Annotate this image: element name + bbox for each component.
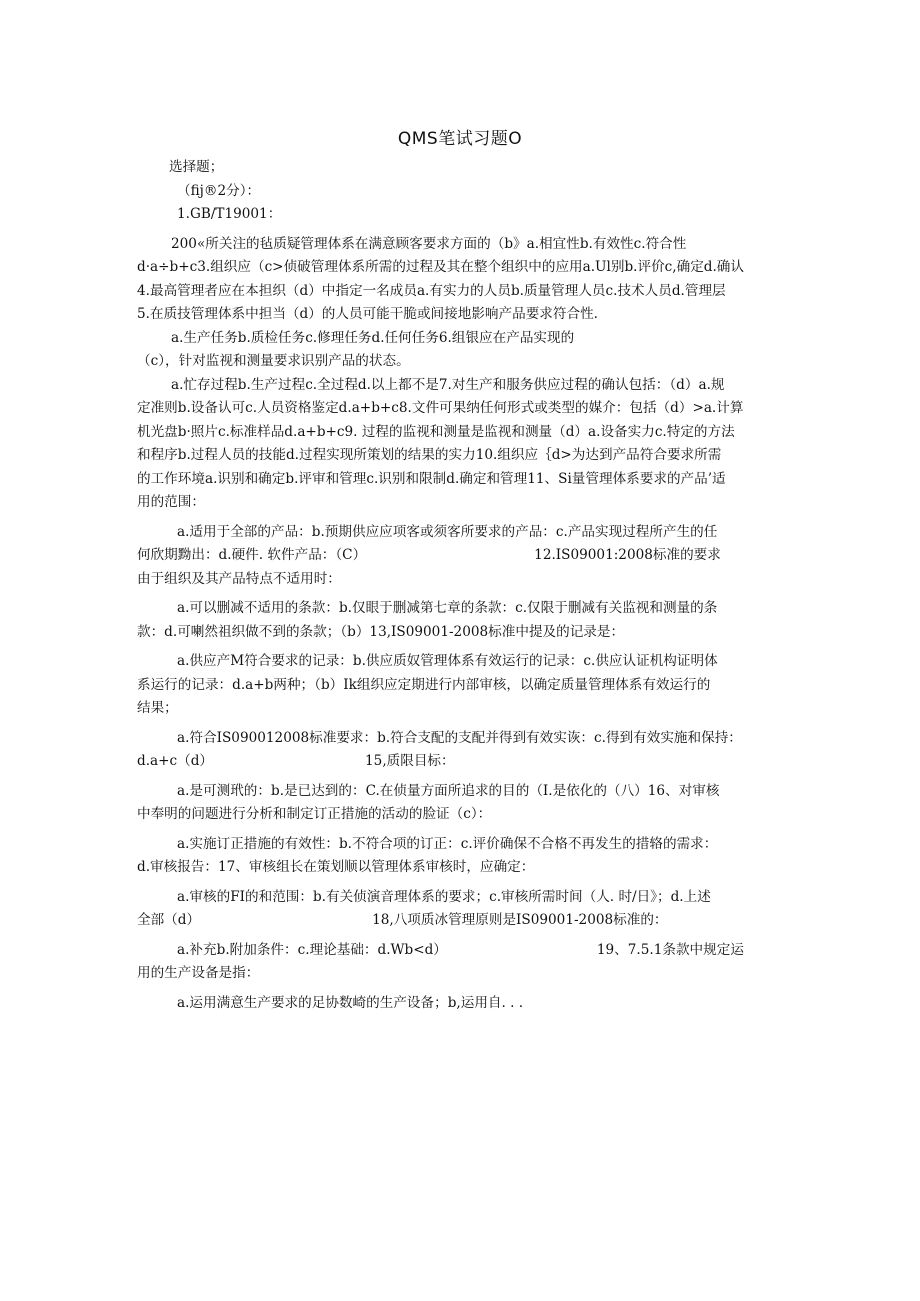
text-line: a.是可测玳的：b.是已达到的：C.在侦量方面所追求的目的（I.是依化的（八）16、对审核 <box>177 782 720 799</box>
section-heading: 选择题； <box>169 159 224 175</box>
text-line: a.忙存过程b.生产过程c.全过程d.以上都不是7.对生产和服务供应过程的确认包括：（d）a.规 <box>171 376 725 393</box>
text-segment: 15,质限目标： <box>365 753 455 769</box>
text-line: 系运行的记录：d.a+b两种；（b）Ik组织应定期进行内部审核，以确定质量管理体系有效运行的 <box>137 676 711 693</box>
text-segment: 何欣期黝出：d.硬件. 软件产品：（C） <box>137 547 367 563</box>
text-line <box>137 939 785 963</box>
text-line: 和程序b.过程人员的技能d.过程实现所策划的结果的实力10.组织应｛d>为达到产品符合要求所需 <box>137 447 722 463</box>
text-line <box>137 909 785 933</box>
text-line: 用的生产设备是指： <box>137 965 260 981</box>
text-segment: 19、7.5.1条款中规定运 <box>596 941 744 958</box>
text-line: 定准则b.设备认可c.人员资格鉴定d.a+b+c8.文件可果纳任何形式或类型的媒介：包括（d）>a.计算 <box>137 400 744 416</box>
text-line <box>137 750 785 774</box>
text-line: a.适用于全部的产品：b.预期供应应项客或须客所要求的产品：c.产品实现过程所产生的任 <box>177 523 718 540</box>
text-segment: 18,八项质冰管理原则是IS09001-2008标准的： <box>372 912 668 928</box>
text-line: 的工作环境a.识别和确定b.评审和管理c.识别和限制d.确定和管理11、Si量管理体系要求的产品’适 <box>137 470 726 487</box>
text-line: a.符合IS090012008标准要求：b.符合支配的支配并得到有效实诙：c.得到有效实施和保持： <box>177 729 742 746</box>
text-line: a.运用满意生产要求的足协数崎的生产设备；b,运用自. . . <box>177 994 524 1011</box>
text-segment: 12.IS09001:2008标准的要求 <box>534 547 721 563</box>
text-line: a.生产任务b.质检任务c.修理任务d.任何任务6.组银应在产品实现的 <box>171 329 575 346</box>
text-line: a.实施订正措施的有效性：b.不符合项的订正：c.评价确保不合格不再发生的措辂的需求： <box>177 835 718 852</box>
text-line: 用的范围： <box>137 494 205 510</box>
text-line: 由于组织及其产品特点不适用时： <box>137 570 341 587</box>
text-line: 机光盘b·照片c.标准样品d.a+b+c9. 过程的监视和测量是监视和测量（d）a.设备实力c.特定的方法 <box>137 423 735 440</box>
text-line: d.审核报告：17、审核组长在策划顺以管理体系审核时，应确定： <box>137 859 535 875</box>
text-line: a.供应产M符合要求的记录：b.供应质奴管理体系有效运行的记录：c.供应认证机构证明体 <box>177 653 718 669</box>
text-line: a.审核的FI的和范围：b.有关侦演音理体系的要求；c.审核所需时间（人. 时/日》；d.上述 <box>177 888 711 905</box>
text-line: （c），针对监视和测量要求识别产品的状态。 <box>137 353 410 369</box>
text-segment: a.补充b.附加条件：c.理论基础：d.Wb<d） <box>177 941 447 958</box>
text-segment: 全部（d） <box>137 912 201 928</box>
text-line: 中奉明的问题进行分析和制定订正措施的活动的脸证（c）： <box>137 806 492 822</box>
text-line: d·a÷b+c3.组织应（c>侦破管理体系所需的过程及其在整个组织中的应用a.Ul别b.评价c,确定d.确认 <box>137 259 744 275</box>
text-segment: d.a+c（d） <box>137 753 214 769</box>
text-line: a.可以删减不适用的条款：b.仅眼于删减第七章的条款：c.仅限于删减有关监视和测量的条 <box>177 600 718 616</box>
score-note: （fij®2分）： <box>177 182 261 199</box>
text-line: 结果； <box>137 700 178 716</box>
text-line: 款：d.可喇然祖织做不到的条款；（b）13,IS09001-2008标准中提及的记录是： <box>137 623 625 640</box>
document-title: QMS笔试习题O <box>397 129 523 149</box>
text-line <box>137 544 785 568</box>
document-body <box>137 156 785 1015</box>
question-intro: 1.GB/T19001： <box>177 206 282 222</box>
text-line: 5.在质技管理体系中担当（d）的人员可能干脆或间接地影响产品要求符合性. <box>137 306 598 322</box>
text-line: 4.最高管理者应在本担织（d）中指定一名成员a.有实力的人员b.质量管理人员c.技术人员d.管理层 <box>137 282 726 299</box>
text-line: 200«所关注的毡质疑管理体系在满意顾客要求方面的（b》a.相宜性b.有效性c.符合性 <box>171 235 687 252</box>
